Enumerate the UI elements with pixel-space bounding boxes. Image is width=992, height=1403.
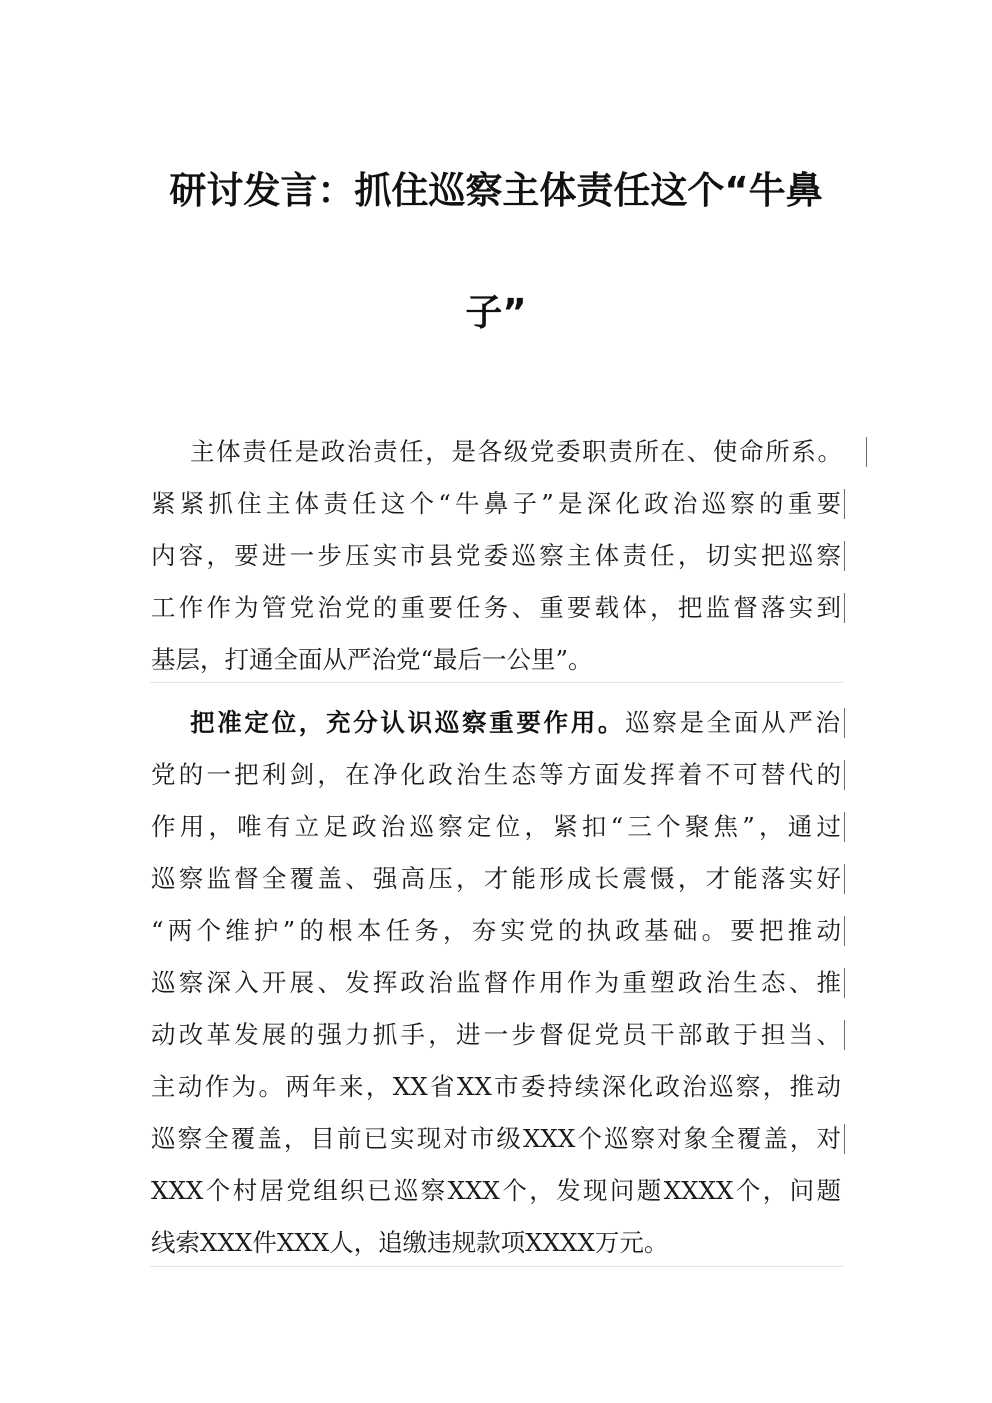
- line-end-marker: [844, 489, 845, 519]
- line-end-marker: [844, 760, 845, 790]
- paragraph-2-line-6: 巡察深入开展、发挥政治监督作用作为重塑政治生态、推: [151, 968, 841, 997]
- paragraph-2-line-4: 巡察监督全覆盖、强高压，才能形成长震慑，才能落实好: [151, 864, 841, 893]
- paragraph-2-heading: 把准定位，充分认识巡察重要作用。: [190, 708, 626, 737]
- paragraph-2-line-8: 主动作为。两年来，XX省XX市委持续深化政治巡察，推动: [151, 1072, 841, 1101]
- paragraph-1-line-2: 紧紧抓住主体责任这个“牛鼻子”是深化政治巡察的重要: [151, 489, 841, 518]
- paragraph-2-line-11: 线索XXX件XXX人，追缴违规款项XXXX万元。: [151, 1228, 669, 1257]
- paragraph-1-line-5: 基层，打通全面从严治党“最后一公里”。: [151, 645, 593, 674]
- line-end-marker: [844, 864, 845, 894]
- line-end-marker: [844, 916, 845, 946]
- paragraph-1-line-4: 工作作为管党治党的重要任务、重要载体，把监督落实到: [151, 593, 841, 622]
- line-end-marker: [844, 593, 845, 623]
- document-title-line-2: 子”: [465, 291, 527, 334]
- paragraph-2-first-line-text: 巡察是全面从严治: [625, 708, 841, 737]
- line-end-marker: [844, 708, 845, 738]
- line-end-marker: [844, 812, 845, 842]
- line-end-marker: [844, 1124, 845, 1154]
- paragraph-2-line-2: 党的一把利剑，在净化政治生态等方面发挥着不可替代的: [151, 760, 841, 789]
- line-end-marker: [866, 437, 867, 467]
- paragraph-2-line-7: 动改革发展的强力抓手，进一步督促党员干部敢于担当、: [151, 1020, 841, 1049]
- line-end-marker: [844, 541, 845, 571]
- paragraph-2-line-3: 作用，唯有立足政治巡察定位，紧扣“三个聚焦”，通过: [151, 812, 841, 841]
- paragraph-2-line-9: 巡察全覆盖，目前已实现对市级XXX个巡察对象全覆盖，对: [151, 1124, 841, 1153]
- paragraph-2-line-10: XXX个村居党组织已巡察XXX个，发现问题XXXX个，问题: [151, 1176, 841, 1205]
- paragraph-2-line-1: [190, 707, 840, 739]
- paragraph-1-line-1: 主体责任是政治责任，是各级党委职责所在、使命所系。: [190, 437, 842, 466]
- document-title-line-1: 研讨发言：抓住巡察主体责任这个“牛鼻: [169, 169, 823, 212]
- line-end-marker: [844, 1020, 845, 1050]
- page-bottom-divider: [150, 1266, 843, 1267]
- paragraph-divider: [150, 682, 843, 683]
- paragraph-1-line-3: 内容，要进一步压实市县党委巡察主体责任，切实把巡察: [151, 541, 841, 570]
- paragraph-2-line-5: “两个维护”的根本任务，夯实党的执政基础。要把推动: [151, 916, 841, 945]
- line-end-marker: [844, 968, 845, 998]
